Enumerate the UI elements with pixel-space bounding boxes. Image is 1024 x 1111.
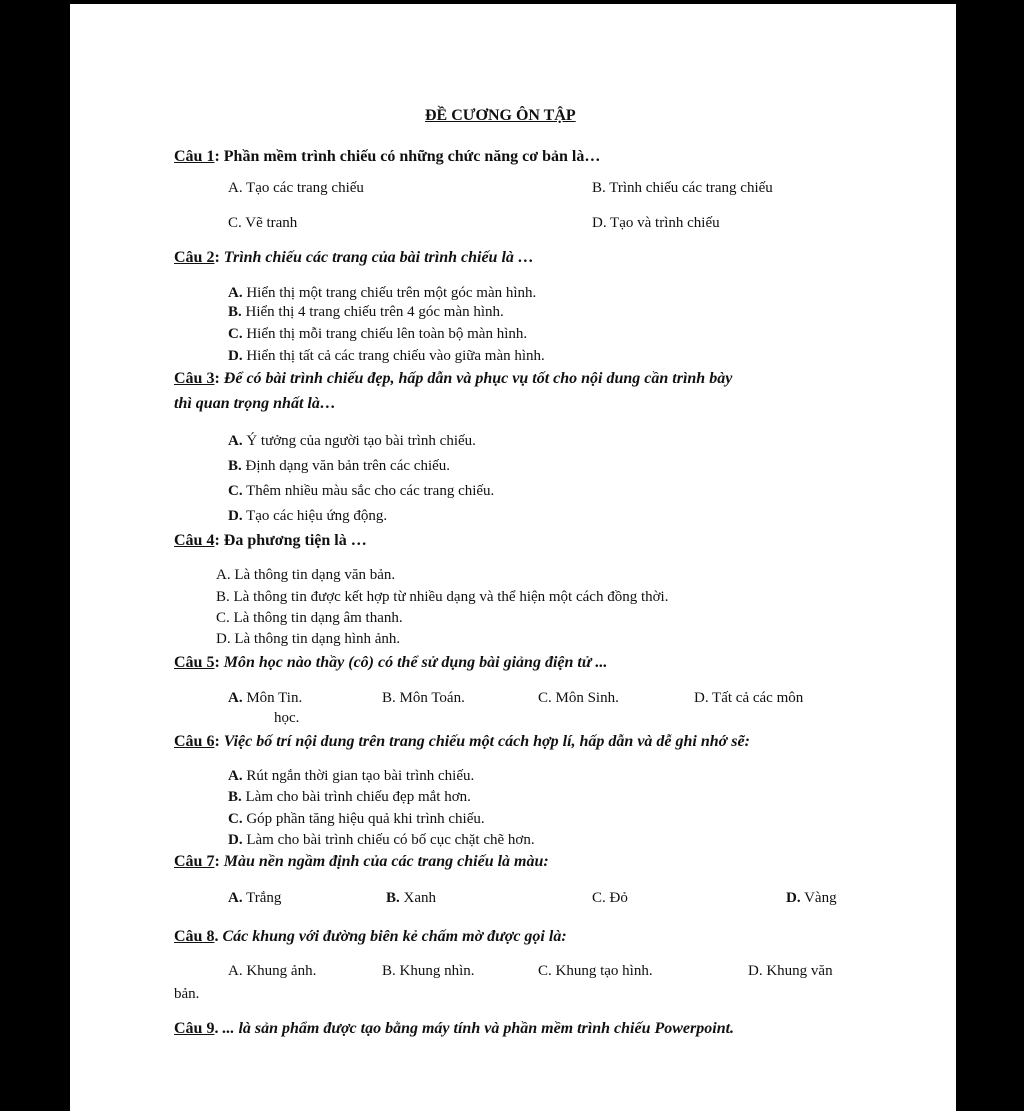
option-c: C. Thêm nhiều màu sắc cho các trang chiếu. <box>228 483 495 499</box>
option-b: B. Là thông tin được kết hợp từ nhiều dạng và thể hiện một cách đồng thời. <box>216 589 669 605</box>
option-b: B. Xanh <box>386 890 437 906</box>
option-c: C. Khung tạo hình. <box>538 963 653 979</box>
question-7: Câu 7: Màu nền ngầm định của các trang chiếu là màu: <box>174 853 549 870</box>
question-text: Việc bố trí nội dung trên trang chiếu một cách hợp lí, hấp dẫn và dễ ghi nhớ sẽ: <box>219 733 750 750</box>
question-number: Câu 3 <box>174 370 215 387</box>
question-9: Câu 9. ... là sản phẩm được tạo bằng máy tính và phần mềm trình chiếu Powerpoint. <box>174 1020 735 1037</box>
option-a: A. Trắng <box>228 890 282 906</box>
option-a: A. Ý tưởng của người tạo bài trình chiếu. <box>228 433 476 449</box>
question-6: Câu 6: Việc bố trí nội dung trên trang chiếu một cách hợp lí, hấp dẫn và dễ ghi nhớ sẽ: <box>174 733 750 750</box>
option-d: D. Vàng <box>786 890 837 906</box>
option-d: D. Là thông tin dạng hình ảnh. <box>216 631 401 647</box>
option-d: D. Làm cho bài trình chiếu có bố cục chặt chẽ hơn. <box>228 832 535 848</box>
question-text: Trình chiếu các trang của bài trình chiếu là … <box>219 249 534 266</box>
option-b: B. Làm cho bài trình chiếu đẹp mắt hơn. <box>228 789 471 805</box>
question-text: Các khung với đường biên kẻ chấm mờ được gọi là: <box>218 928 567 945</box>
option-b: B. Khung nhìn. <box>382 963 475 979</box>
option-c: C. Vẽ tranh <box>228 215 298 231</box>
option-d: D. Tạo các hiệu ứng động. <box>228 508 388 524</box>
document-page <box>70 4 956 1111</box>
question-5: Câu 5: Môn học nào thầy (cô) có thể sử dụng bài giảng điện tử ... <box>174 654 608 671</box>
question-text: Phần mềm trình chiếu có những chức năng cơ bản là… <box>219 148 601 165</box>
option-a: A. Môn Tin. <box>228 690 303 706</box>
question-number: Câu 1 <box>174 148 215 165</box>
option-a: A. Hiển thị một trang chiếu trên một góc màn hình. <box>228 285 537 301</box>
option-c: C. Góp phần tăng hiệu quả khi trình chiếu. <box>228 811 485 827</box>
option-d: D. Hiển thị tất cả các trang chiếu vào giữa màn hình. <box>228 348 545 364</box>
question-number: Câu 4 <box>174 532 215 549</box>
option-a: A. Là thông tin dạng văn bản. <box>216 567 396 583</box>
option-wrap: bản. <box>174 986 200 1002</box>
option-c: C. Đỏ <box>592 890 628 906</box>
question-2: Câu 2: Trình chiếu các trang của bài trình chiếu là … <box>174 249 534 266</box>
option-d: D. Khung văn <box>748 963 833 979</box>
option-wrap: học. <box>274 710 300 726</box>
option-d: D. Tạo và trình chiếu <box>592 215 720 231</box>
page-title: ĐỀ CƯƠNG ÔN TẬP <box>425 107 576 124</box>
question-1: Câu 1: Phần mềm trình chiếu có những chức năng cơ bản là… <box>174 148 601 165</box>
option-b: B. Định dạng văn bản trên các chiếu. <box>228 458 451 474</box>
question-4: Câu 4: Đa phương tiện là … <box>174 532 367 549</box>
question-number: Câu 6 <box>174 733 215 750</box>
question-number: Câu 9 <box>174 1020 215 1037</box>
question-text: Để có bài trình chiếu đẹp, hấp dẫn và phục vụ tốt cho nội dung cần trình bày <box>219 370 733 387</box>
option-c: C. Môn Sinh. <box>538 690 619 706</box>
option-a: A. Tạo các trang chiếu <box>228 180 364 196</box>
option-b: B. Trình chiếu các trang chiếu <box>592 180 773 196</box>
question-text: ... là sản phẩm được tạo bằng máy tính và phần mềm trình chiếu Powerpoint. <box>218 1020 735 1037</box>
option-a: A. Khung ảnh. <box>228 963 317 979</box>
option-b: B. Hiển thị 4 trang chiếu trên 4 góc màn hình. <box>228 304 504 320</box>
question-3: Câu 3: Để có bài trình chiếu đẹp, hấp dẫn và phục vụ tốt cho nội dung cần trình bày <box>174 370 733 387</box>
question-number: Câu 7 <box>174 853 215 870</box>
question-8: Câu 8. Các khung với đường biên kẻ chấm mờ được gọi là: <box>174 928 567 945</box>
question-text: Đa phương tiện là … <box>219 532 367 549</box>
option-a: A. Rút ngắn thời gian tạo bài trình chiếu. <box>228 768 475 784</box>
question-text: Màu nền ngầm định của các trang chiếu là màu: <box>219 853 549 870</box>
question-number: Câu 2 <box>174 249 215 266</box>
option-d: D. Tất cả các môn <box>694 690 804 706</box>
option-c: C. Hiển thị mỗi trang chiếu lên toàn bộ màn hình. <box>228 326 528 342</box>
question-text: Môn học nào thầy (cô) có thể sử dụng bài giảng điện tử ... <box>219 654 608 671</box>
option-c: C. Là thông tin dạng âm thanh. <box>216 610 403 626</box>
question-text-continued: thì quan trọng nhất là… <box>174 395 336 412</box>
option-b: B. Môn Toán. <box>382 690 465 706</box>
question-number: Câu 5 <box>174 654 215 671</box>
question-number: Câu 8 <box>174 928 215 945</box>
